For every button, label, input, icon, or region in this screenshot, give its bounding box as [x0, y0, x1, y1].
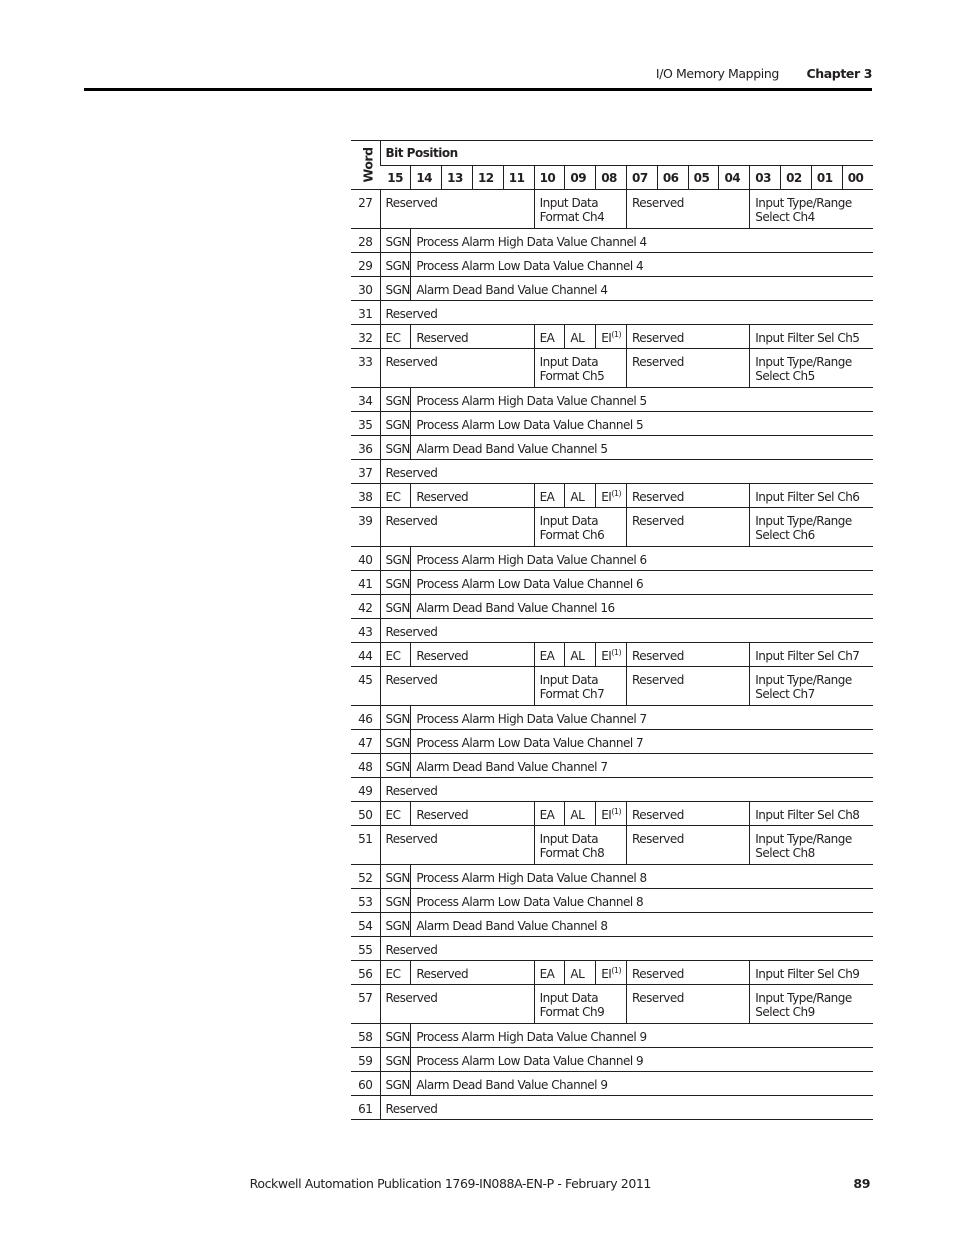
input-data-format-cell-line: Format Ch8 — [539, 846, 605, 860]
bit-number-cell: 15 — [380, 166, 411, 190]
sign-bit-cell: SGN — [380, 388, 411, 412]
sign-bit-cell: SGN — [380, 253, 411, 277]
input-type-range-cell-line: Select Ch7 — [755, 687, 815, 701]
input-data-format-cell — [534, 190, 626, 229]
word-number: 45 — [351, 667, 380, 706]
al-bit-cell: AL — [565, 484, 596, 508]
word-number: 50 — [351, 802, 380, 826]
table-row — [351, 571, 873, 595]
bit-number-cell: 13 — [442, 166, 473, 190]
value-description-cell: Alarm Dead Band Value Channel 5 — [411, 436, 873, 460]
word-number: 41 — [351, 571, 380, 595]
reserved-cell: Reserved — [380, 508, 534, 547]
value-description-cell: Process Alarm Low Data Value Channel 6 — [411, 571, 873, 595]
input-type-range-cell-line: Select Ch4 — [755, 210, 815, 224]
word-number: 28 — [351, 229, 380, 253]
reserved-cell: Reserved — [627, 826, 750, 865]
bit-number-cell: 10 — [534, 166, 565, 190]
sign-bit-cell: SGN — [380, 1072, 411, 1096]
bit-number-cell: 08 — [596, 166, 627, 190]
sign-bit-cell: SGN — [380, 547, 411, 571]
word-number: 48 — [351, 754, 380, 778]
ec-bit-cell: EC — [380, 961, 411, 985]
reserved-cell: Reserved — [627, 484, 750, 508]
input-type-range-cell — [750, 667, 873, 706]
table-row — [351, 460, 873, 484]
table-row — [351, 277, 873, 301]
input-filter-cell: Input Filter Sel Ch5 — [750, 325, 873, 349]
word-number: 44 — [351, 643, 380, 667]
input-data-format-cell — [534, 349, 626, 388]
word-number: 33 — [351, 349, 380, 388]
word-number: 61 — [351, 1096, 380, 1120]
reserved-word-cell: Reserved — [380, 301, 873, 325]
word-number: 47 — [351, 730, 380, 754]
input-type-range-cell-line: Select Ch8 — [755, 846, 815, 860]
ec-bit-cell: EC — [380, 325, 411, 349]
table-row — [351, 619, 873, 643]
table-row — [351, 190, 873, 229]
ei-label: EI — [601, 967, 612, 981]
ei-bit-cell — [596, 325, 627, 349]
input-data-format-cell-line: Input Data — [539, 514, 599, 528]
bit-position-header: Bit Position — [380, 141, 873, 166]
input-data-format-cell-line: Input Data — [539, 196, 599, 210]
value-description-cell: Alarm Dead Band Value Channel 8 — [411, 913, 873, 937]
reserved-word-cell: Reserved — [380, 778, 873, 802]
table-row — [351, 865, 873, 889]
table-row — [351, 229, 873, 253]
table-row — [351, 778, 873, 802]
ei-label: EI — [601, 808, 612, 822]
reserved-cell: Reserved — [380, 349, 534, 388]
value-description-cell: Process Alarm High Data Value Channel 7 — [411, 706, 873, 730]
reserved-word-cell: Reserved — [380, 1096, 873, 1120]
word-number: 40 — [351, 547, 380, 571]
table-row — [351, 889, 873, 913]
bit-number-cell: 03 — [750, 166, 781, 190]
reserved-cell: Reserved — [627, 325, 750, 349]
value-description-cell: Process Alarm Low Data Value Channel 9 — [411, 1048, 873, 1072]
table-row — [351, 484, 873, 508]
sign-bit-cell: SGN — [380, 913, 411, 937]
table-row — [351, 913, 873, 937]
word-number: 55 — [351, 937, 380, 961]
reserved-word-cell: Reserved — [380, 460, 873, 484]
chapter-label: Chapter 3 — [806, 66, 872, 81]
sign-bit-cell: SGN — [380, 571, 411, 595]
word-number: 57 — [351, 985, 380, 1024]
value-description-cell: Process Alarm High Data Value Channel 5 — [411, 388, 873, 412]
reserved-cell: Reserved — [380, 667, 534, 706]
table-row — [351, 253, 873, 277]
value-description-cell: Process Alarm High Data Value Channel 8 — [411, 865, 873, 889]
input-filter-cell: Input Filter Sel Ch6 — [750, 484, 873, 508]
value-description-cell: Process Alarm Low Data Value Channel 7 — [411, 730, 873, 754]
table-row — [351, 436, 873, 460]
sign-bit-cell: SGN — [380, 595, 411, 619]
table-row — [351, 1024, 873, 1048]
sign-bit-cell: SGN — [380, 436, 411, 460]
input-type-range-cell — [750, 826, 873, 865]
value-description-cell: Process Alarm High Data Value Channel 4 — [411, 229, 873, 253]
page-number: 89 — [853, 1176, 870, 1191]
input-data-format-cell-line: Format Ch5 — [539, 369, 605, 383]
reserved-cell: Reserved — [627, 985, 750, 1024]
table-row — [351, 301, 873, 325]
word-number: 54 — [351, 913, 380, 937]
ei-bit-cell — [596, 802, 627, 826]
ei-label: EI — [601, 649, 612, 663]
value-description-cell: Alarm Dead Band Value Channel 16 — [411, 595, 873, 619]
reserved-cell: Reserved — [411, 643, 534, 667]
input-data-format-cell-line: Input Data — [539, 832, 599, 846]
ec-bit-cell: EC — [380, 802, 411, 826]
input-type-range-cell — [750, 508, 873, 547]
input-data-format-cell — [534, 508, 626, 547]
input-filter-cell: Input Filter Sel Ch9 — [750, 961, 873, 985]
reserved-cell: Reserved — [627, 349, 750, 388]
input-data-format-cell-line: Input Data — [539, 991, 599, 1005]
reserved-cell: Reserved — [380, 190, 534, 229]
input-data-format-cell-line: Format Ch6 — [539, 528, 605, 542]
value-description-cell: Process Alarm High Data Value Channel 6 — [411, 547, 873, 571]
word-number: 30 — [351, 277, 380, 301]
word-number: 37 — [351, 460, 380, 484]
table-row — [351, 547, 873, 571]
value-description-cell: Alarm Dead Band Value Channel 7 — [411, 754, 873, 778]
table-row — [351, 1072, 873, 1096]
table-row — [351, 349, 873, 388]
al-bit-cell: AL — [565, 643, 596, 667]
input-data-format-cell-line: Format Ch9 — [539, 1005, 605, 1019]
reserved-cell: Reserved — [627, 508, 750, 547]
reserved-cell: Reserved — [627, 961, 750, 985]
sign-bit-cell: SGN — [380, 229, 411, 253]
bit-number-cell: 14 — [411, 166, 442, 190]
input-filter-cell: Input Filter Sel Ch7 — [750, 643, 873, 667]
reserved-cell: Reserved — [627, 643, 750, 667]
input-type-range-cell-line: Input Type/Range — [755, 673, 852, 687]
table-row — [351, 412, 873, 436]
reserved-cell: Reserved — [627, 667, 750, 706]
publication-number: Rockwell Automation Publication 1769-IN088A-EN-P - February 2011 — [249, 1176, 651, 1191]
word-number: 34 — [351, 388, 380, 412]
value-description-cell: Process Alarm Low Data Value Channel 5 — [411, 412, 873, 436]
word-number: 42 — [351, 595, 380, 619]
sign-bit-cell: SGN — [380, 277, 411, 301]
input-data-format-cell — [534, 826, 626, 865]
input-filter-cell: Input Filter Sel Ch8 — [750, 802, 873, 826]
table-row — [351, 325, 873, 349]
reserved-cell: Reserved — [411, 325, 534, 349]
bit-number-cell: 12 — [472, 166, 503, 190]
sign-bit-cell: SGN — [380, 412, 411, 436]
value-description-cell: Process Alarm Low Data Value Channel 8 — [411, 889, 873, 913]
footnote-ref: (1) — [611, 330, 622, 339]
reserved-word-cell: Reserved — [380, 937, 873, 961]
word-number: 32 — [351, 325, 380, 349]
input-data-format-cell-line: Format Ch7 — [539, 687, 605, 701]
bit-number-cell: 02 — [781, 166, 812, 190]
value-description-cell: Alarm Dead Band Value Channel 4 — [411, 277, 873, 301]
sign-bit-cell: SGN — [380, 754, 411, 778]
sign-bit-cell: SGN — [380, 706, 411, 730]
memory-map-table — [351, 140, 873, 1120]
ei-label: EI — [601, 331, 612, 345]
bit-number-cell: 11 — [503, 166, 534, 190]
input-type-range-cell — [750, 349, 873, 388]
bit-number-cell: 05 — [688, 166, 719, 190]
bit-numbers-row — [351, 166, 873, 190]
input-type-range-cell — [750, 985, 873, 1024]
table-row — [351, 1048, 873, 1072]
input-data-format-cell-line: Input Data — [539, 673, 599, 687]
sign-bit-cell: SGN — [380, 865, 411, 889]
reserved-cell: Reserved — [411, 802, 534, 826]
table-row — [351, 388, 873, 412]
ei-bit-cell — [596, 484, 627, 508]
sign-bit-cell: SGN — [380, 1024, 411, 1048]
input-type-range-cell-line: Input Type/Range — [755, 832, 852, 846]
table-row — [351, 985, 873, 1024]
input-data-format-cell-line: Format Ch4 — [539, 210, 605, 224]
table-row — [351, 961, 873, 985]
input-data-format-cell — [534, 667, 626, 706]
input-type-range-cell-line: Input Type/Range — [755, 991, 852, 1005]
table-row — [351, 754, 873, 778]
ec-bit-cell: EC — [380, 484, 411, 508]
table-row — [351, 1096, 873, 1120]
ei-bit-cell — [596, 961, 627, 985]
word-number: 39 — [351, 508, 380, 547]
table-row — [351, 937, 873, 961]
bit-number-cell: 07 — [627, 166, 658, 190]
input-type-range-cell-line: Input Type/Range — [755, 196, 852, 210]
value-description-cell: Process Alarm Low Data Value Channel 4 — [411, 253, 873, 277]
table-row — [351, 643, 873, 667]
table-row — [351, 667, 873, 706]
table-row — [351, 826, 873, 865]
value-description-cell: Alarm Dead Band Value Channel 9 — [411, 1072, 873, 1096]
word-number: 59 — [351, 1048, 380, 1072]
word-number: 53 — [351, 889, 380, 913]
input-type-range-cell — [750, 190, 873, 229]
reserved-word-cell: Reserved — [380, 619, 873, 643]
word-number: 43 — [351, 619, 380, 643]
input-type-range-cell-line: Input Type/Range — [755, 355, 852, 369]
input-type-range-cell-line: Input Type/Range — [755, 514, 852, 528]
bit-number-cell: 04 — [719, 166, 750, 190]
running-header — [656, 66, 872, 81]
footnote-ref: (1) — [611, 648, 622, 657]
reserved-cell: Reserved — [411, 961, 534, 985]
input-data-format-cell-line: Input Data — [539, 355, 599, 369]
table-row — [351, 595, 873, 619]
word-number: 51 — [351, 826, 380, 865]
sign-bit-cell: SGN — [380, 1048, 411, 1072]
al-bit-cell: AL — [565, 325, 596, 349]
bit-number-cell: 06 — [657, 166, 688, 190]
ec-bit-cell: EC — [380, 643, 411, 667]
footnote-ref: (1) — [611, 807, 622, 816]
table-row — [351, 730, 873, 754]
reserved-cell: Reserved — [380, 985, 534, 1024]
word-number: 31 — [351, 301, 380, 325]
table-row — [351, 706, 873, 730]
table-row — [351, 508, 873, 547]
ei-bit-cell — [596, 643, 627, 667]
word-number: 49 — [351, 778, 380, 802]
word-number: 29 — [351, 253, 380, 277]
value-description-cell: Process Alarm High Data Value Channel 9 — [411, 1024, 873, 1048]
bit-number-cell: 01 — [811, 166, 842, 190]
ei-label: EI — [601, 490, 612, 504]
ea-bit-cell: EA — [534, 802, 565, 826]
word-column-header: Word — [351, 141, 380, 190]
reserved-cell: Reserved — [380, 826, 534, 865]
input-type-range-cell-line: Select Ch9 — [755, 1005, 815, 1019]
word-number: 38 — [351, 484, 380, 508]
al-bit-cell: AL — [565, 802, 596, 826]
ea-bit-cell: EA — [534, 325, 565, 349]
bit-number-cell: 09 — [565, 166, 596, 190]
footnote-ref: (1) — [611, 966, 622, 975]
footnote-ref: (1) — [611, 489, 622, 498]
word-number: 52 — [351, 865, 380, 889]
word-number: 58 — [351, 1024, 380, 1048]
input-data-format-cell — [534, 985, 626, 1024]
al-bit-cell: AL — [565, 961, 596, 985]
word-number: 56 — [351, 961, 380, 985]
section-title: I/O Memory Mapping — [655, 66, 779, 81]
input-type-range-cell-line: Select Ch5 — [755, 369, 815, 383]
page-footer — [84, 1176, 872, 1194]
sign-bit-cell: SGN — [380, 889, 411, 913]
header-rule — [84, 88, 872, 91]
word-number: 46 — [351, 706, 380, 730]
sign-bit-cell: SGN — [380, 730, 411, 754]
table-row — [351, 802, 873, 826]
ea-bit-cell: EA — [534, 643, 565, 667]
word-number: 35 — [351, 412, 380, 436]
reserved-cell: Reserved — [411, 484, 534, 508]
reserved-cell: Reserved — [627, 190, 750, 229]
reserved-cell: Reserved — [627, 802, 750, 826]
bit-number-cell: 00 — [842, 166, 873, 190]
word-number: 36 — [351, 436, 380, 460]
word-number: 27 — [351, 190, 380, 229]
ea-bit-cell: EA — [534, 961, 565, 985]
input-type-range-cell-line: Select Ch6 — [755, 528, 815, 542]
ea-bit-cell: EA — [534, 484, 565, 508]
word-number: 60 — [351, 1072, 380, 1096]
